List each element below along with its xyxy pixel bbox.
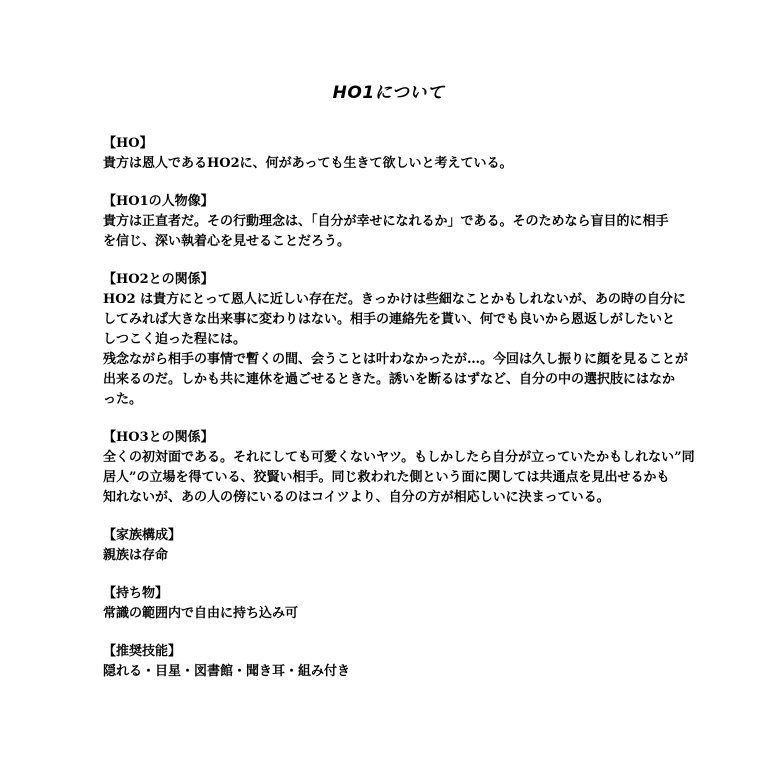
text-line: してみれば大きな出来事に変わりはない。相手の連絡先を貰い、何でも良いから恩返しがしたいと xyxy=(103,312,676,327)
text-line: を信じ、深い執着心を見せることだろう。 xyxy=(103,234,351,249)
text-line: 全くの初対面である。それにしても可愛くないヤツ。もしかしたら自分が立っていたかもしれない”同 xyxy=(103,450,695,465)
section-heading: 【HO2との関係】 xyxy=(103,272,214,287)
section-body xyxy=(103,662,673,682)
section-ho3-relation xyxy=(103,428,695,508)
text-line: 隠れる・目星・図書館・聞き耳・組み付き xyxy=(103,664,351,679)
text-line: 居人”の立場を得ている、狡賢い相手。同じ救われた側という面に関しては共通点を見出せるかも xyxy=(103,470,670,485)
section-heading: 【HO3との関係】 xyxy=(103,430,214,445)
section-ho2-relation xyxy=(103,270,689,410)
paragraph xyxy=(103,290,686,350)
text-line: 常識の範囲内で自由に持ち込み可 xyxy=(103,606,299,621)
text-line: った。 xyxy=(103,392,143,407)
section-heading: 【家族構成】 xyxy=(103,528,182,543)
section-heading: 【HO1の人物像】 xyxy=(103,194,214,209)
text-line: 知れないが、あの人の傍にいるのはコイツより、自分の方が相応しいに決まっている。 xyxy=(103,490,610,505)
section-body xyxy=(103,448,695,508)
text-line: しつこく迫った程には。 xyxy=(103,332,247,347)
section-recommended-skills xyxy=(103,642,673,682)
section-body xyxy=(103,212,673,252)
section-body xyxy=(103,290,689,410)
paragraph xyxy=(103,448,695,508)
section-family xyxy=(103,526,673,566)
text-line: 貴方は正直者だ。その行動理念は、「自分が幸せになれるか」である。そのためなら盲目的に相手 xyxy=(103,214,669,229)
paragraph xyxy=(103,604,673,624)
section-ho xyxy=(103,134,673,174)
section-heading: 【HO】 xyxy=(103,136,153,151)
section-belongings xyxy=(103,584,673,624)
text-line: 親族は存命 xyxy=(103,548,169,563)
paragraph xyxy=(103,662,673,682)
text-line: 残念ながら相手の事情で暫くの間、会うことは叶わなかったが…。今回は久し振りに顔を見ることが xyxy=(103,352,689,367)
document-content xyxy=(103,134,695,700)
paragraph xyxy=(103,350,689,410)
paragraph xyxy=(103,546,673,566)
paragraph xyxy=(103,212,673,252)
section-heading: 【持ち物】 xyxy=(103,586,169,601)
text-line: 貴方は恩人であるHO2に、何があっても生きて欲しいと考えている。 xyxy=(103,156,513,171)
document-title: HO1について xyxy=(332,83,445,103)
section-body xyxy=(103,154,673,174)
text-line: 出来るのだ。しかも共に連休を過ごせるときた。誘いを断るはずなど、自分の中の選択肢にはなか xyxy=(103,372,676,387)
section-heading: 【推奨技能】 xyxy=(103,644,182,659)
text-line: HO2 は貴方にとって恩人に近しい存在だ。きっかけは些細なことかもしれないが、あの時の自分に xyxy=(103,292,686,307)
section-body xyxy=(103,546,673,566)
section-ho1-character xyxy=(103,192,673,252)
section-body xyxy=(103,604,673,624)
paragraph xyxy=(103,154,673,174)
